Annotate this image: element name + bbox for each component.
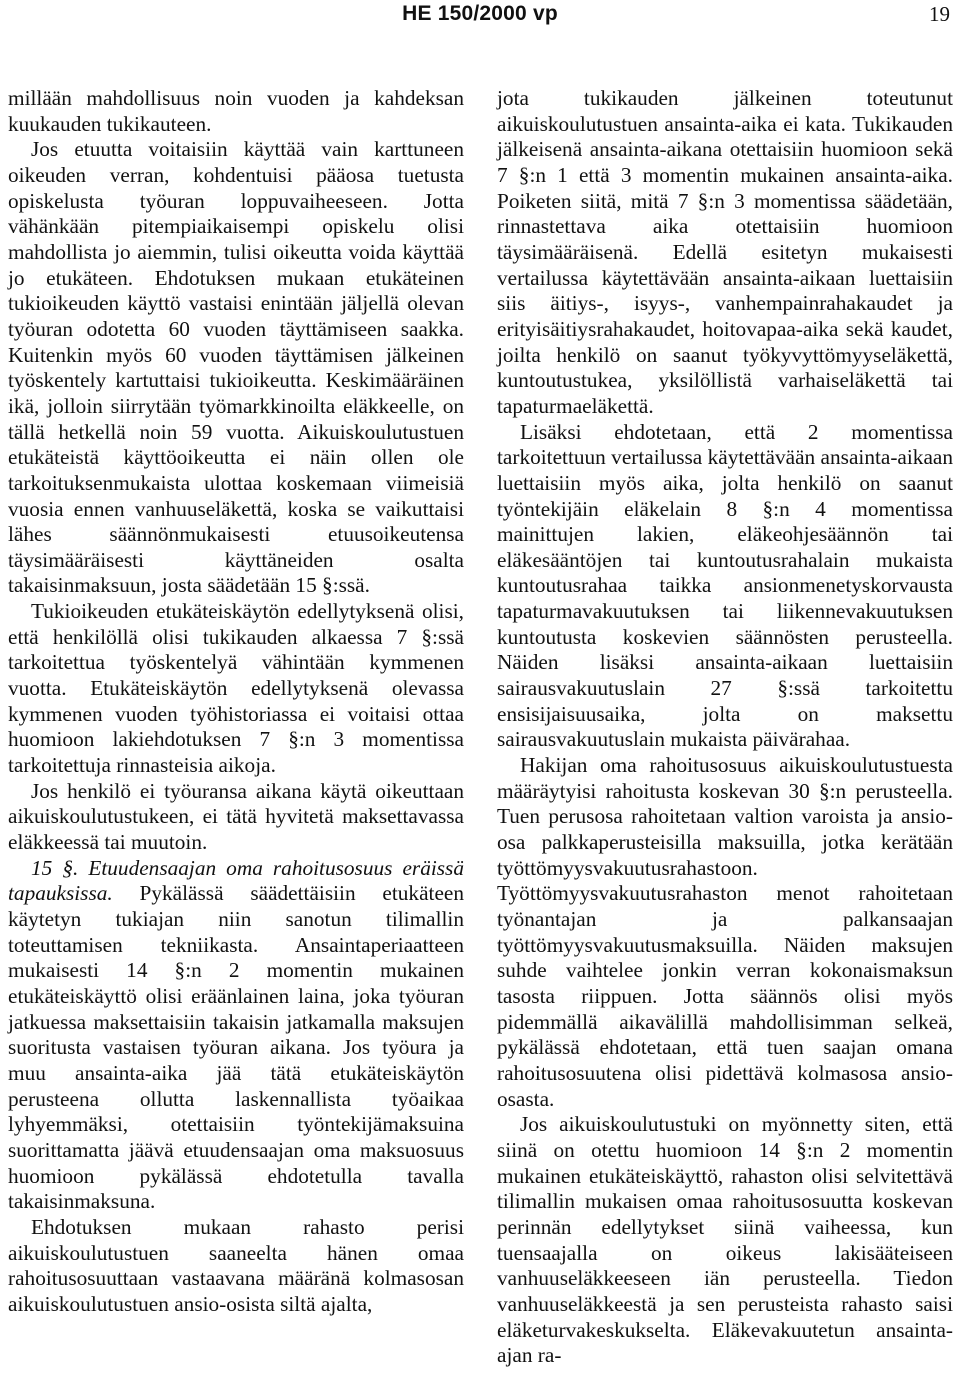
document-title: HE 150/2000 vp xyxy=(402,2,558,25)
paragraph: Jos aikuiskoulutustuki on myönnetty siten, että siinä on otettu huomioon 14 §:n 2 momentin mukainen etukäteiskäyttö, rahaston olisi selvitettävä tilimallin mukaisen omaa rahoitusosuutta koskevan perinnän edellytykset siinä vaiheessa, kun tuensaajalla on oikeus lakisääteiseen vanhuuseläkkeeseen iän perusteella. Tiedon vanhuuseläkkeestä ja sen perusteista rahasto saisi eläketurvakeskukselta. Eläkevakuutetun ansainta-ajan ra- xyxy=(497,1112,953,1368)
page-number: 19 xyxy=(929,2,950,26)
right-column xyxy=(497,86,953,1369)
paragraph: Tukioikeuden etukäteiskäytön edellytyksenä olisi, että henkilöllä olisi tukikauden alkaessa 7 §:ssä tarkoitettua työskentelyä vähintään kymmenen vuotta. Etukäteiskäytön edellytyksenä olevassa kymmenen vuoden työhistoriassa ei voitaisi ottaa huomioon lakiehdotuksen 7 §:n 3 momentissa tarkoitettuja rinnasteisia aikoja. xyxy=(8,599,464,778)
paragraph-text: Pykälässä säädettäisiin etukäteen käytetyn tukiajan niin sanotun tilimallin toteuttamisen tekniikasta. Ansaintaperiaatteen mukaisesti 14 §:n 2 momentin mukainen etukäteiskäyttö olisi eräänlainen laina, joka työuran jatkuessa maksettaisiin takaisin jatkamalla maksujen suoritusta vastaisen työuran aikana. Jos työura ja muu ansainta-aika jää tätä etukäteiskäytön perusteena ollutta laskennallista työaikaa lyhyemmäksi, otettaisiin työntekijämaksuina suorittamatta jäävä etuudensaajan oma maksuosuus huomioon pykälässä ehdotetulla tavalla takaisinmaksuna. xyxy=(8,881,464,1214)
paragraph: Hakijan oma rahoitusosuus aikuiskoulutustuesta määräytyisi rahoitusta koskevan 30 §:n perusteella. Tuen perusosa rahoitetaan valtion varoista ja ansio-osa palkkaperusteisilla maksuilla, jotka kerätään työttömyysvakuutusrahastoon. Työttömyysvakuutusrahaston menot rahoitetaan työnantajan ja palkansaajan työttömyysvakuutusmaksuilla. Näiden maksujen suhde vaihtelee jonkin verran kokonaismaksun tasosta riippuen. Jotta säännös olisi myös pidemmällä aikavälillä mahdollisimman selkeä, pykälässä ehdotetaan, että tuen saajan omana rahoitusosuutena olisi pidettävä kolmasosa ansio-osasta. xyxy=(497,753,953,1111)
page-header xyxy=(0,0,960,34)
paragraph: Jos etuutta voitaisiin käyttää vain karttuneen oikeuden verran, kohdentuisi pääosa tuetusta opiskelusta työuran loppuvaiheeseen. Jotta vähänkään pitempiaikaisempi opiskelu olisi mahdollista jo aiemmin, tulisi oikeutta voida käyttää jo etukäteen. Ehdotuksen mukaan etukäteinen tukioikeuden käyttö vastaisi enintään jäljellä olevan työuran odotetta 60 vuoden täyttämiseen saakka. Kuitenkin myös 60 vuoden täyttämisen jälkeinen työskentely kartuttaisi tukioikeutta. Keskimääräinen ikä, jolloin siirrytään työmarkkinoilta eläkkeelle, on tällä hetkellä noin 59 vuotta. Aikuiskoulutustuen etukäteistä käyttöoikeutta ei näin ollen ole tarkoituksenmukaista ulottaa koskemaan viimeisiä vuosia ennen vanhuuseläkettä, koska se vaikuttaisi lähes säännönmukaisesti etuusoikeutensa täysimääräisesti käyttäneiden osalta takaisinmaksuun, josta säädetään 15 §:ssä. xyxy=(8,137,464,598)
left-column xyxy=(8,86,464,1318)
paragraph: Lisäksi ehdotetaan, että 2 momentissa tarkoitettuun vertailussa käytettävään ansainta-aikaan luettaisiin myös aika, jolta henkilö on saanut työntekijäin eläkelain 8 §:n 4 momentissa mainittujen lakien, eläkeohjesäännön tai eläkesääntöjen tai kuntoutusrahalain mukaista kuntoutusrahaa taikka ansionmenetyskorvausta tapaturmavakuutuksen tai liikennevakuutuksen kuntoutusta koskevien säännösten perusteella. Näiden lisäksi ansainta-aikaan luettaisiin sairausvakuutuslain 27 §:ssä tarkoitettu ensisijaisuusaika, jolta on maksettu sairausvakuutuslain mukaista päivärahaa. xyxy=(497,419,953,752)
section-heading: 15 §. Etuudensaajan oma rahoitusosuus eräissä tapauksissa. xyxy=(8,855,464,906)
paragraph: Ehdotuksen mukaan rahasto perisi aikuiskoulutustuen saaneelta hänen omaa rahoitusosuuttaan vastaavana määränä kolmasosan aikuiskoulutustuen ansio-osista siltä ajalta, xyxy=(8,1214,464,1316)
paragraph-section-15 xyxy=(8,856,464,1215)
paragraph: jota tukikauden jälkeinen toteutunut aikuiskoulutustuen ansainta-aika ei kata. Tukikauden jälkeisenä ansainta-aikana otettaisiin huomioon sekä 7 §:n 1 että 3 momentin mukainen ansainta-aika. Poiketen siitä, mitä 7 §:n 3 momentissa säädetään, rinnastettava aika otettaisiin huomioon täysimääräisenä. Edellä esitetyn mukaisesti vertailussa käytettävään ansainta-aikaan luettaisiin siis äitiys-, isyys-, vanhempainrahakaudet ja erityisäitiysrahakaudet, hoitovapaa-aika sekä kaudet, joilta henkilö on saanut työkyvyttömyyseläkettä, kuntoutustukea, yksilöllistä varhaiseläkettä tai tapaturmaeläkettä. xyxy=(497,86,953,418)
paragraph: Jos henkilö ei työuransa aikana käytä oikeuttaan aikuiskoulutustukeen, ei tätä hyvitetä maksettavassa eläkkeessä tai muutoin. xyxy=(8,778,464,855)
paragraph: millään mahdollisuus noin vuoden ja kahdeksan kuukauden tukikauteen. xyxy=(8,86,464,136)
